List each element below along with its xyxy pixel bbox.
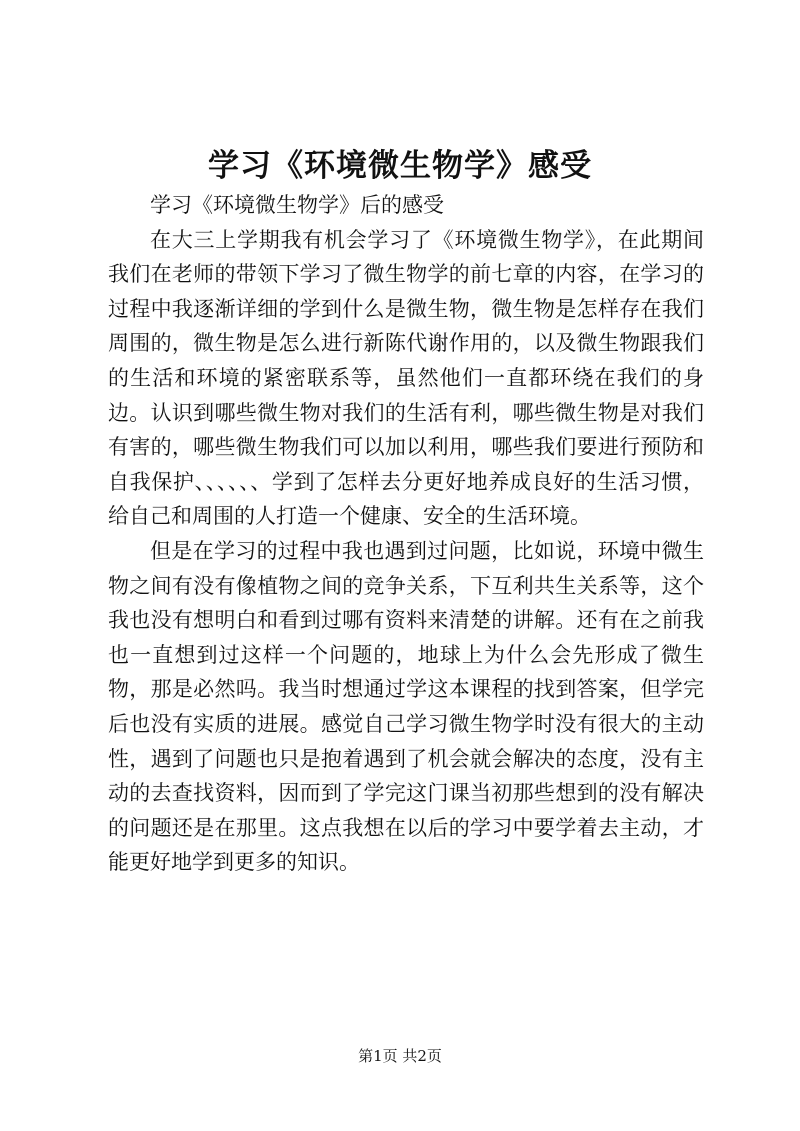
body-paragraph-1: 在大三上学期我有机会学习了《环境微生物学》，在此期间我们在老师的带领下学习了微生物学的前七章的内容，在学习的过程中我逐渐详细的学到什么是微生物，微生物是怎样存在我们周围的，微生物是怎么进行新陈代谢作用的，以及微生物跟我们的生活和环境的紧密联系等，虽然他们一直都环绕在我们的身边。认识到哪些微生物对我们的生活有利，哪些微生物是对我们有害的，哪些微生物我们可以加以利用，哪些我们要进行预防和自我保护、、、、、、学到了怎样去分更好地养成良好的生活习惯，给自己和周围的人打造一个健康、安全的生活环境。 (108, 227, 704, 529)
body-paragraph-2: 但是在学习的过程中我也遇到过问题，比如说，环境中微生物之间有没有像植物之间的竞争关系，下互利共生关系等，这个我也没有想明白和看到过哪有资料来清楚的讲解。还有在之前我也一直想到过这样一个问题的，地球上为什么会先形成了微生物，那是必然吗。我当时想通过学这本课程的找到答案，但学完后也没有实质的进展。感觉自己学习微生物学时没有很大的主动性，遇到了问题也只是抱着遇到了机会就会解决的态度，没有主动的去查找资料，因而到了学完这门课当初那些想到的没有解决的问题还是在那里。这点我想在以后的学习中要学着去主动，才能更好地学到更多的知识。 (108, 538, 704, 875)
page-number-footer: 第1页 共2页 (358, 1047, 442, 1065)
document-title: 学习《环境微生物学》感受 (208, 148, 592, 184)
subtitle-paragraph: 学习《环境微生物学》后的感受 (150, 193, 444, 217)
document-body (108, 188, 704, 880)
